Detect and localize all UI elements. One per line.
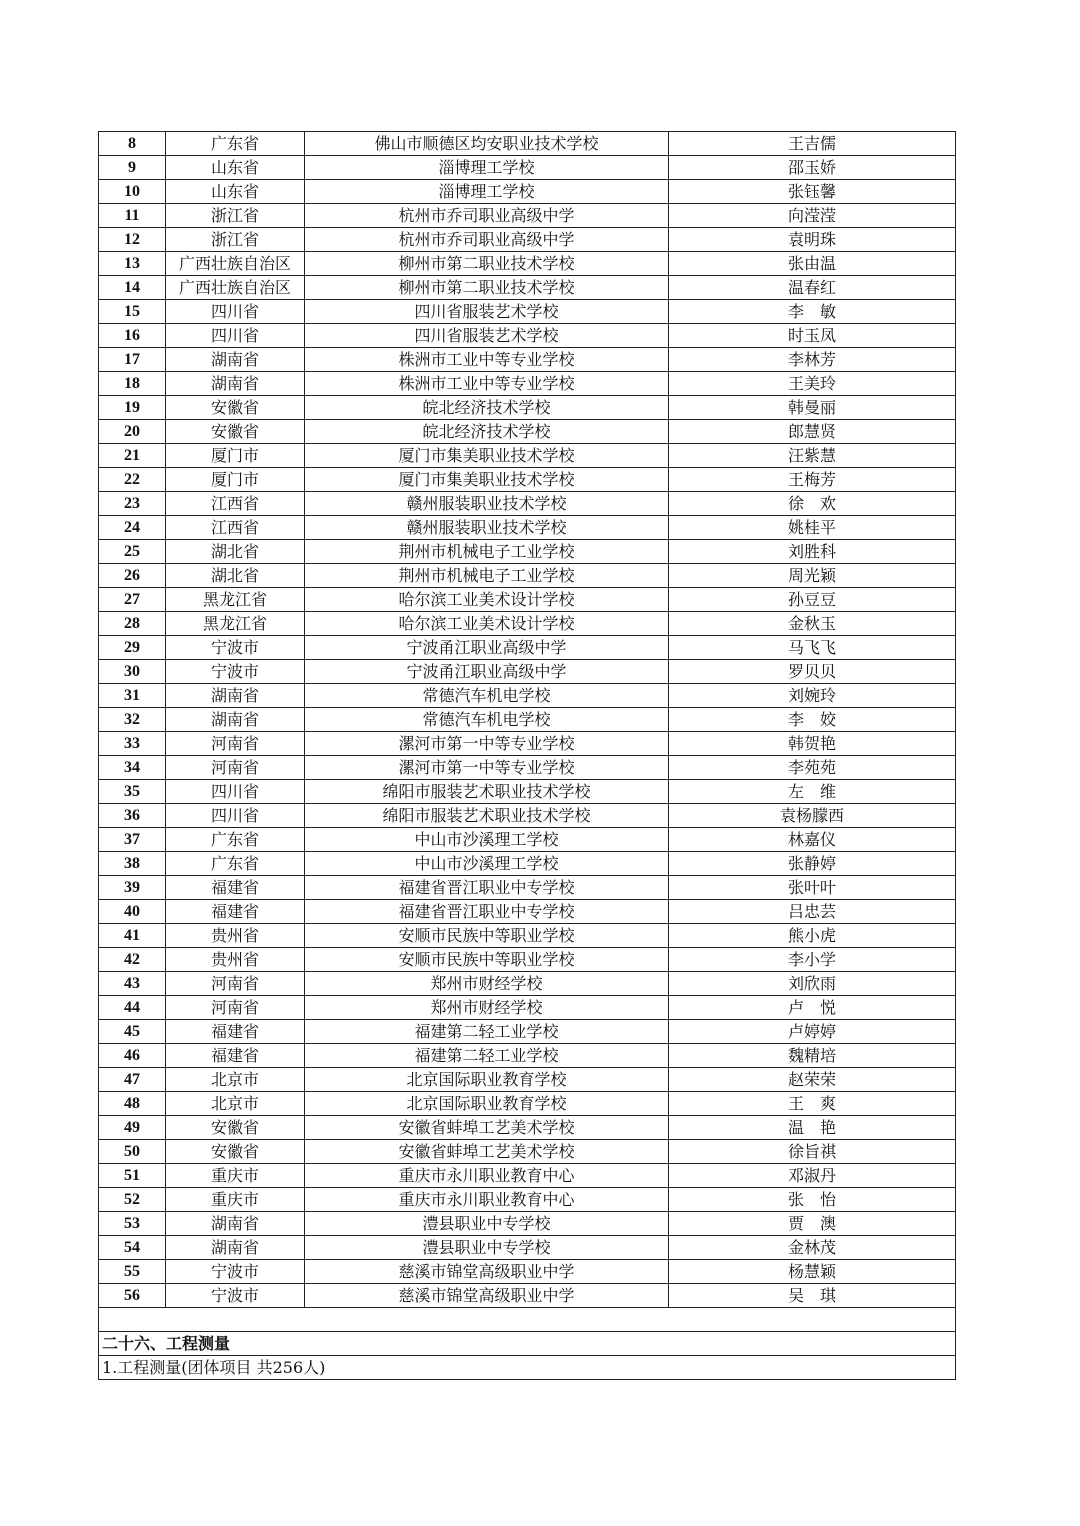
row-province: 福建省: [166, 1020, 305, 1044]
row-school: 杭州市乔司职业高级中学: [305, 204, 669, 228]
row-number: 11: [99, 204, 166, 228]
table-row: [99, 1140, 956, 1164]
row-number: 38: [99, 852, 166, 876]
row-school: 安顺市民族中等职业学校: [305, 948, 669, 972]
row-number: 31: [99, 684, 166, 708]
row-name: 徐旨祺: [669, 1140, 956, 1164]
row-name: 张静婷: [669, 852, 956, 876]
table-row: [99, 924, 956, 948]
row-province: 湖北省: [166, 564, 305, 588]
table-row: [99, 1020, 956, 1044]
row-name: 李 敏: [669, 300, 956, 324]
row-school: 哈尔滨工业美术设计学校: [305, 588, 669, 612]
row-number: 51: [99, 1164, 166, 1188]
row-province: 山东省: [166, 156, 305, 180]
row-name: 袁明珠: [669, 228, 956, 252]
row-name: 姚桂平: [669, 516, 956, 540]
row-number: 36: [99, 804, 166, 828]
row-name: 赵荣荣: [669, 1068, 956, 1092]
table-row: [99, 204, 956, 228]
table-row: [99, 492, 956, 516]
row-school: 杭州市乔司职业高级中学: [305, 228, 669, 252]
table-row: [99, 540, 956, 564]
row-name: 向滢滢: [669, 204, 956, 228]
row-name: 吴 琪: [669, 1284, 956, 1308]
row-province: 宁波市: [166, 636, 305, 660]
row-number: 32: [99, 708, 166, 732]
participant-table: [98, 131, 956, 1380]
row-province: 广西壮族自治区: [166, 252, 305, 276]
row-school: 荆州市机械电子工业学校: [305, 540, 669, 564]
row-school: 赣州服装职业技术学校: [305, 516, 669, 540]
table-row: [99, 612, 956, 636]
row-province: 四川省: [166, 300, 305, 324]
row-number: 46: [99, 1044, 166, 1068]
table-row: [99, 1284, 956, 1308]
row-name: 李 姣: [669, 708, 956, 732]
section-row: [99, 1332, 956, 1356]
table-row: [99, 1068, 956, 1092]
row-name: 王美玲: [669, 372, 956, 396]
section-title: 二十六、工程测量: [99, 1332, 956, 1356]
table-row: [99, 516, 956, 540]
table-row: [99, 876, 956, 900]
row-name: 温春红: [669, 276, 956, 300]
row-name: 卢 悦: [669, 996, 956, 1020]
row-province: 黑龙江省: [166, 588, 305, 612]
row-province: 浙江省: [166, 228, 305, 252]
row-number: 23: [99, 492, 166, 516]
row-province: 厦门市: [166, 468, 305, 492]
row-name: 时玉凤: [669, 324, 956, 348]
row-number: 45: [99, 1020, 166, 1044]
row-number: 39: [99, 876, 166, 900]
row-school: 福建第二轻工业学校: [305, 1044, 669, 1068]
row-province: 宁波市: [166, 1284, 305, 1308]
row-school: 淄博理工学校: [305, 156, 669, 180]
row-number: 53: [99, 1212, 166, 1236]
row-name: 徐 欢: [669, 492, 956, 516]
row-number: 27: [99, 588, 166, 612]
row-name: 贾 澳: [669, 1212, 956, 1236]
row-name: 魏精培: [669, 1044, 956, 1068]
row-school: 郑州市财经学校: [305, 972, 669, 996]
row-province: 湖南省: [166, 708, 305, 732]
row-number: 47: [99, 1068, 166, 1092]
row-number: 42: [99, 948, 166, 972]
table-row: [99, 1116, 956, 1140]
row-number: 25: [99, 540, 166, 564]
row-number: 55: [99, 1260, 166, 1284]
row-number: 12: [99, 228, 166, 252]
row-name: 袁杨朦西: [669, 804, 956, 828]
row-number: 30: [99, 660, 166, 684]
row-province: 贵州省: [166, 924, 305, 948]
table-row: [99, 372, 956, 396]
row-province: 湖南省: [166, 348, 305, 372]
row-province: 福建省: [166, 1044, 305, 1068]
row-province: 湖南省: [166, 372, 305, 396]
table-row: [99, 180, 956, 204]
row-name: 金秋玉: [669, 612, 956, 636]
row-name: 韩曼丽: [669, 396, 956, 420]
subsection-title: 1.工程测量(团体项目 共256人): [99, 1356, 956, 1380]
row-province: 厦门市: [166, 444, 305, 468]
row-number: 54: [99, 1236, 166, 1260]
row-name: 张钰馨: [669, 180, 956, 204]
table-row: [99, 132, 956, 156]
row-number: 41: [99, 924, 166, 948]
table-row: [99, 804, 956, 828]
row-province: 四川省: [166, 804, 305, 828]
row-number: 48: [99, 1092, 166, 1116]
row-school: 皖北经济技术学校: [305, 420, 669, 444]
table-row: [99, 1188, 956, 1212]
row-province: 江西省: [166, 516, 305, 540]
row-province: 黑龙江省: [166, 612, 305, 636]
row-province: 安徽省: [166, 1140, 305, 1164]
row-name: 周光颖: [669, 564, 956, 588]
row-school: 佛山市顺德区均安职业技术学校: [305, 132, 669, 156]
row-name: 吕忠芸: [669, 900, 956, 924]
row-province: 广东省: [166, 852, 305, 876]
table-row: [99, 1260, 956, 1284]
row-school: 常德汽车机电学校: [305, 708, 669, 732]
table-row: [99, 396, 956, 420]
row-number: 43: [99, 972, 166, 996]
row-name: 温 艳: [669, 1116, 956, 1140]
row-school: 株洲市工业中等专业学校: [305, 372, 669, 396]
row-province: 湖南省: [166, 684, 305, 708]
row-number: 14: [99, 276, 166, 300]
row-name: 林嘉仪: [669, 828, 956, 852]
row-province: 重庆市: [166, 1164, 305, 1188]
blank-row: [99, 1308, 956, 1332]
row-school: 重庆市永川职业教育中心: [305, 1188, 669, 1212]
row-number: 29: [99, 636, 166, 660]
row-school: 北京国际职业教育学校: [305, 1068, 669, 1092]
row-province: 浙江省: [166, 204, 305, 228]
table-row: [99, 948, 956, 972]
row-school: 四川省服装艺术学校: [305, 324, 669, 348]
table-row: [99, 1212, 956, 1236]
row-school: 淄博理工学校: [305, 180, 669, 204]
row-province: 江西省: [166, 492, 305, 516]
row-province: 北京市: [166, 1068, 305, 1092]
row-name: 王吉儒: [669, 132, 956, 156]
row-number: 19: [99, 396, 166, 420]
row-name: 王 爽: [669, 1092, 956, 1116]
row-name: 郎慧贤: [669, 420, 956, 444]
row-number: 49: [99, 1116, 166, 1140]
row-school: 郑州市财经学校: [305, 996, 669, 1020]
row-province: 福建省: [166, 876, 305, 900]
row-name: 熊小虎: [669, 924, 956, 948]
row-number: 10: [99, 180, 166, 204]
table-row: [99, 252, 956, 276]
row-number: 35: [99, 780, 166, 804]
row-name: 金林茂: [669, 1236, 956, 1260]
row-school: 福建省晋江职业中专学校: [305, 876, 669, 900]
row-name: 李林芳: [669, 348, 956, 372]
table-row: [99, 996, 956, 1020]
row-school: 慈溪市锦堂高级职业中学: [305, 1260, 669, 1284]
row-school: 宁波甬江职业高级中学: [305, 660, 669, 684]
row-number: 26: [99, 564, 166, 588]
row-number: 13: [99, 252, 166, 276]
row-name: 刘胜科: [669, 540, 956, 564]
row-name: 张由温: [669, 252, 956, 276]
table-row: [99, 156, 956, 180]
row-name: 刘欣雨: [669, 972, 956, 996]
row-number: 44: [99, 996, 166, 1020]
row-province: 北京市: [166, 1092, 305, 1116]
row-province: 重庆市: [166, 1188, 305, 1212]
row-name: 李小学: [669, 948, 956, 972]
row-name: 邓淑丹: [669, 1164, 956, 1188]
row-province: 安徽省: [166, 1116, 305, 1140]
row-school: 四川省服装艺术学校: [305, 300, 669, 324]
row-name: 李苑苑: [669, 756, 956, 780]
row-province: 河南省: [166, 756, 305, 780]
table-row: [99, 852, 956, 876]
row-school: 重庆市永川职业教育中心: [305, 1164, 669, 1188]
row-number: 18: [99, 372, 166, 396]
row-school: 柳州市第二职业技术学校: [305, 276, 669, 300]
row-school: 厦门市集美职业技术学校: [305, 468, 669, 492]
row-school: 宁波甬江职业高级中学: [305, 636, 669, 660]
row-number: 40: [99, 900, 166, 924]
row-number: 50: [99, 1140, 166, 1164]
row-number: 37: [99, 828, 166, 852]
table-row: [99, 420, 956, 444]
row-province: 湖南省: [166, 1212, 305, 1236]
row-school: 北京国际职业教育学校: [305, 1092, 669, 1116]
table-row: [99, 684, 956, 708]
row-school: 安顺市民族中等职业学校: [305, 924, 669, 948]
row-school: 中山市沙溪理工学校: [305, 828, 669, 852]
table-row: [99, 756, 956, 780]
row-number: 28: [99, 612, 166, 636]
row-number: 34: [99, 756, 166, 780]
table-row: [99, 468, 956, 492]
row-number: 56: [99, 1284, 166, 1308]
row-province: 宁波市: [166, 1260, 305, 1284]
row-number: 16: [99, 324, 166, 348]
table-row: [99, 348, 956, 372]
row-school: 绵阳市服装艺术职业技术学校: [305, 780, 669, 804]
table-row: [99, 228, 956, 252]
row-province: 湖南省: [166, 1236, 305, 1260]
row-province: 山东省: [166, 180, 305, 204]
table-row: [99, 1236, 956, 1260]
row-name: 邵玉娇: [669, 156, 956, 180]
row-number: 24: [99, 516, 166, 540]
table-row: [99, 708, 956, 732]
table-row: [99, 828, 956, 852]
row-school: 福建第二轻工业学校: [305, 1020, 669, 1044]
table-row: [99, 324, 956, 348]
table-row: [99, 1164, 956, 1188]
table-row: [99, 444, 956, 468]
row-province: 河南省: [166, 996, 305, 1020]
row-number: 21: [99, 444, 166, 468]
row-name: 张叶叶: [669, 876, 956, 900]
row-name: 孙豆豆: [669, 588, 956, 612]
row-province: 安徽省: [166, 396, 305, 420]
row-name: 卢婷婷: [669, 1020, 956, 1044]
row-school: 赣州服装职业技术学校: [305, 492, 669, 516]
subsection-row: [99, 1356, 956, 1380]
row-school: 漯河市第一中等专业学校: [305, 732, 669, 756]
row-province: 湖北省: [166, 540, 305, 564]
row-school: 株洲市工业中等专业学校: [305, 348, 669, 372]
row-number: 52: [99, 1188, 166, 1212]
row-name: 汪紫慧: [669, 444, 956, 468]
row-school: 安徽省蚌埠工艺美术学校: [305, 1116, 669, 1140]
blank-cell: [99, 1308, 956, 1332]
row-number: 17: [99, 348, 166, 372]
row-school: 福建省晋江职业中专学校: [305, 900, 669, 924]
row-school: 皖北经济技术学校: [305, 396, 669, 420]
row-province: 广东省: [166, 828, 305, 852]
row-name: 刘婉玲: [669, 684, 956, 708]
row-name: 张 怡: [669, 1188, 956, 1212]
row-name: 韩贺艳: [669, 732, 956, 756]
row-province: 广西壮族自治区: [166, 276, 305, 300]
row-province: 河南省: [166, 732, 305, 756]
table-row: [99, 972, 956, 996]
table-row: [99, 1044, 956, 1068]
row-school: 绵阳市服装艺术职业技术学校: [305, 804, 669, 828]
row-province: 广东省: [166, 132, 305, 156]
row-school: 柳州市第二职业技术学校: [305, 252, 669, 276]
row-name: 杨慧颖: [669, 1260, 956, 1284]
table-row: [99, 300, 956, 324]
row-name: 王梅芳: [669, 468, 956, 492]
row-school: 澧县职业中专学校: [305, 1212, 669, 1236]
table-row: [99, 564, 956, 588]
table-row: [99, 900, 956, 924]
row-province: 安徽省: [166, 420, 305, 444]
row-name: 罗贝贝: [669, 660, 956, 684]
row-province: 河南省: [166, 972, 305, 996]
table-row: [99, 588, 956, 612]
table-row: [99, 1092, 956, 1116]
row-province: 四川省: [166, 324, 305, 348]
row-province: 贵州省: [166, 948, 305, 972]
participant-table-body: [99, 132, 956, 1380]
row-school: 中山市沙溪理工学校: [305, 852, 669, 876]
row-number: 8: [99, 132, 166, 156]
table-row: [99, 276, 956, 300]
row-number: 20: [99, 420, 166, 444]
row-province: 四川省: [166, 780, 305, 804]
row-school: 荆州市机械电子工业学校: [305, 564, 669, 588]
row-school: 澧县职业中专学校: [305, 1236, 669, 1260]
row-number: 22: [99, 468, 166, 492]
table-row: [99, 660, 956, 684]
row-name: 马飞飞: [669, 636, 956, 660]
row-school: 常德汽车机电学校: [305, 684, 669, 708]
row-number: 15: [99, 300, 166, 324]
row-number: 33: [99, 732, 166, 756]
table-row: [99, 732, 956, 756]
row-school: 漯河市第一中等专业学校: [305, 756, 669, 780]
row-school: 安徽省蚌埠工艺美术学校: [305, 1140, 669, 1164]
row-school: 厦门市集美职业技术学校: [305, 444, 669, 468]
row-province: 福建省: [166, 900, 305, 924]
table-row: [99, 636, 956, 660]
table-row: [99, 780, 956, 804]
row-school: 慈溪市锦堂高级职业中学: [305, 1284, 669, 1308]
row-school: 哈尔滨工业美术设计学校: [305, 612, 669, 636]
row-number: 9: [99, 156, 166, 180]
row-province: 宁波市: [166, 660, 305, 684]
row-name: 左 维: [669, 780, 956, 804]
